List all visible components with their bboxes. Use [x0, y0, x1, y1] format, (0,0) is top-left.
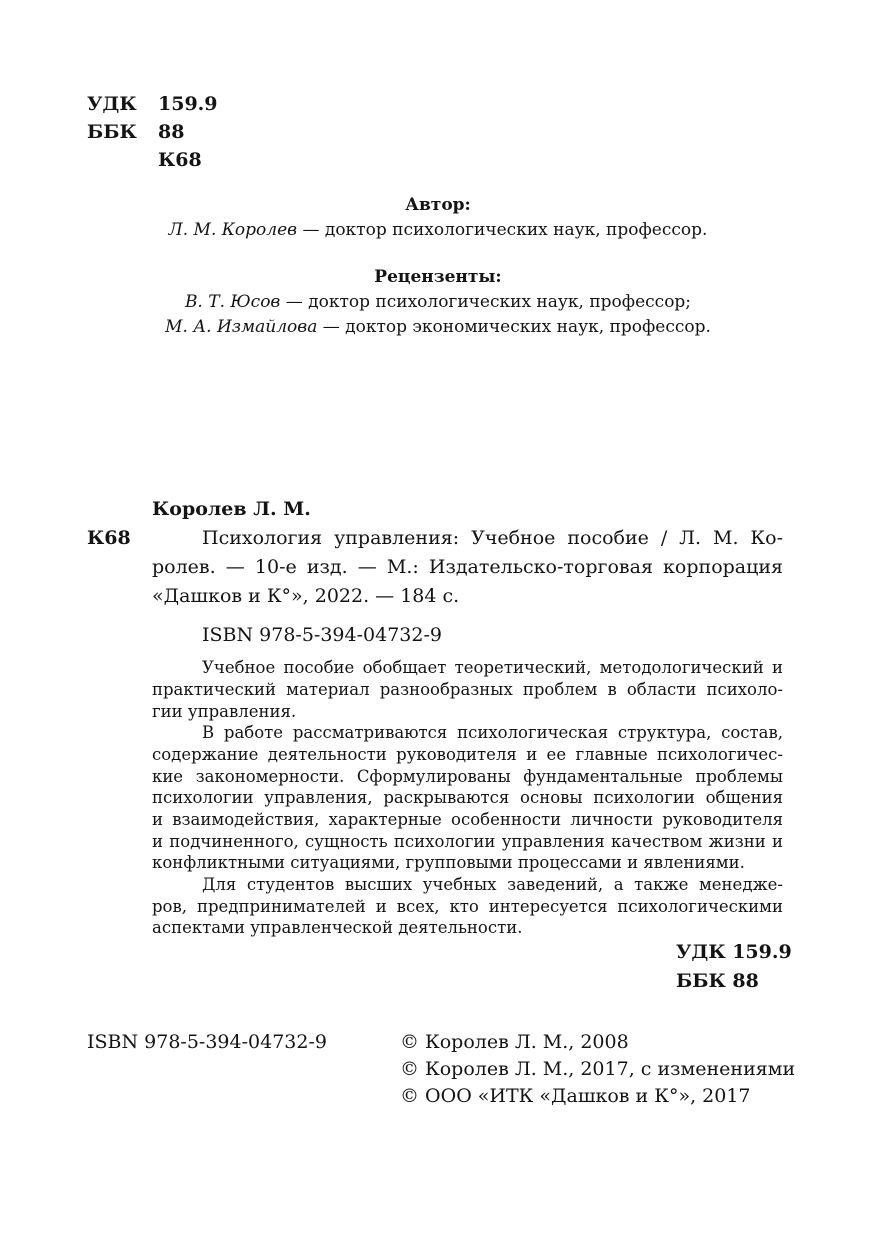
- author-heading: Автор:: [405, 195, 471, 215]
- annotation-line: ров, предпринимателей и всех, кто интересуется психологическими: [152, 897, 783, 916]
- catalog-isbn: ISBN 978-5-394-04732-9: [202, 624, 442, 646]
- author-desc: — доктор психологических наук, профессор.: [297, 220, 708, 240]
- reviewer-desc: — доктор экономических наук, профессор.: [317, 317, 711, 337]
- annotation-line: психологии управления, раскрываются основы психологии общения: [152, 788, 783, 807]
- bbk-value: 88: [158, 121, 185, 143]
- annotation-line: аспектами управленческой деятельности.: [152, 918, 523, 937]
- copyright-line: © Королев Л. М., 2008: [400, 1031, 629, 1053]
- reviewer-line: [0, 290, 876, 314]
- annotation-line: содержание деятельности руководителя и ее главные психологичес-: [152, 745, 783, 764]
- annotation-line: конфликтными ситуациями, групповыми процессами и явлениями.: [152, 853, 745, 872]
- bbk-label: ББК: [87, 121, 137, 143]
- annotation-line: В работе рассматриваются психологическая структура, состав,: [202, 723, 783, 742]
- reviewer-line: [0, 315, 876, 339]
- annotation-line: Учебное пособие обобщает теоретический, методологический и: [202, 658, 783, 677]
- annotation-line: и подчиненного, сущность психологии управления качеством жизни и: [152, 832, 783, 851]
- footer-isbn: ISBN 978-5-394-04732-9: [87, 1031, 327, 1053]
- catalog-author: Королев Л. М.: [152, 498, 311, 520]
- reviewers-heading: Рецензенты:: [374, 267, 502, 287]
- annotation-line: гии управления.: [152, 702, 297, 721]
- udk-label: УДК: [87, 93, 137, 115]
- annotation-line: и взаимодействия, характерные особенности личности руководителя: [152, 810, 783, 829]
- annotation-line: кие закономерности. Сформулированы фундаментальные проблемы: [152, 767, 783, 786]
- author-name: Л. М. Королев: [168, 220, 298, 240]
- reviewer-name: М. А. Измайлова: [165, 317, 318, 337]
- bottom-udk: УДК 159.9: [676, 941, 792, 963]
- catalog-line: Психология управления: Учебное пособие / Л. М. Ко-: [202, 527, 783, 549]
- author-mark-code: К68: [158, 149, 202, 171]
- copyright-line: © Королев Л. М., 2017, с изменениями: [400, 1058, 796, 1080]
- annotation-line: Для студентов высших учебных заведений, а также менедже-: [202, 875, 783, 894]
- udk-value: 159.9: [158, 93, 218, 115]
- catalog-line: «Дашков и К°», 2022. — 184 с.: [152, 585, 460, 607]
- annotation-line: практический материал разнообразных проблем в области психоло-: [152, 680, 783, 699]
- copyright-line: © ООО «ИТК «Дашков и К°», 2017: [400, 1085, 751, 1107]
- reviewer-desc: — доктор психологических наук, профессор;: [280, 292, 692, 312]
- author-line: [0, 218, 876, 242]
- catalog-mark: К68: [87, 527, 131, 549]
- catalog-line: ролев. — 10-е изд. — М.: Издательско-торговая корпорация: [152, 556, 783, 578]
- bottom-bbk: ББК 88: [676, 970, 759, 992]
- reviewer-name: В. Т. Юсов: [184, 292, 281, 312]
